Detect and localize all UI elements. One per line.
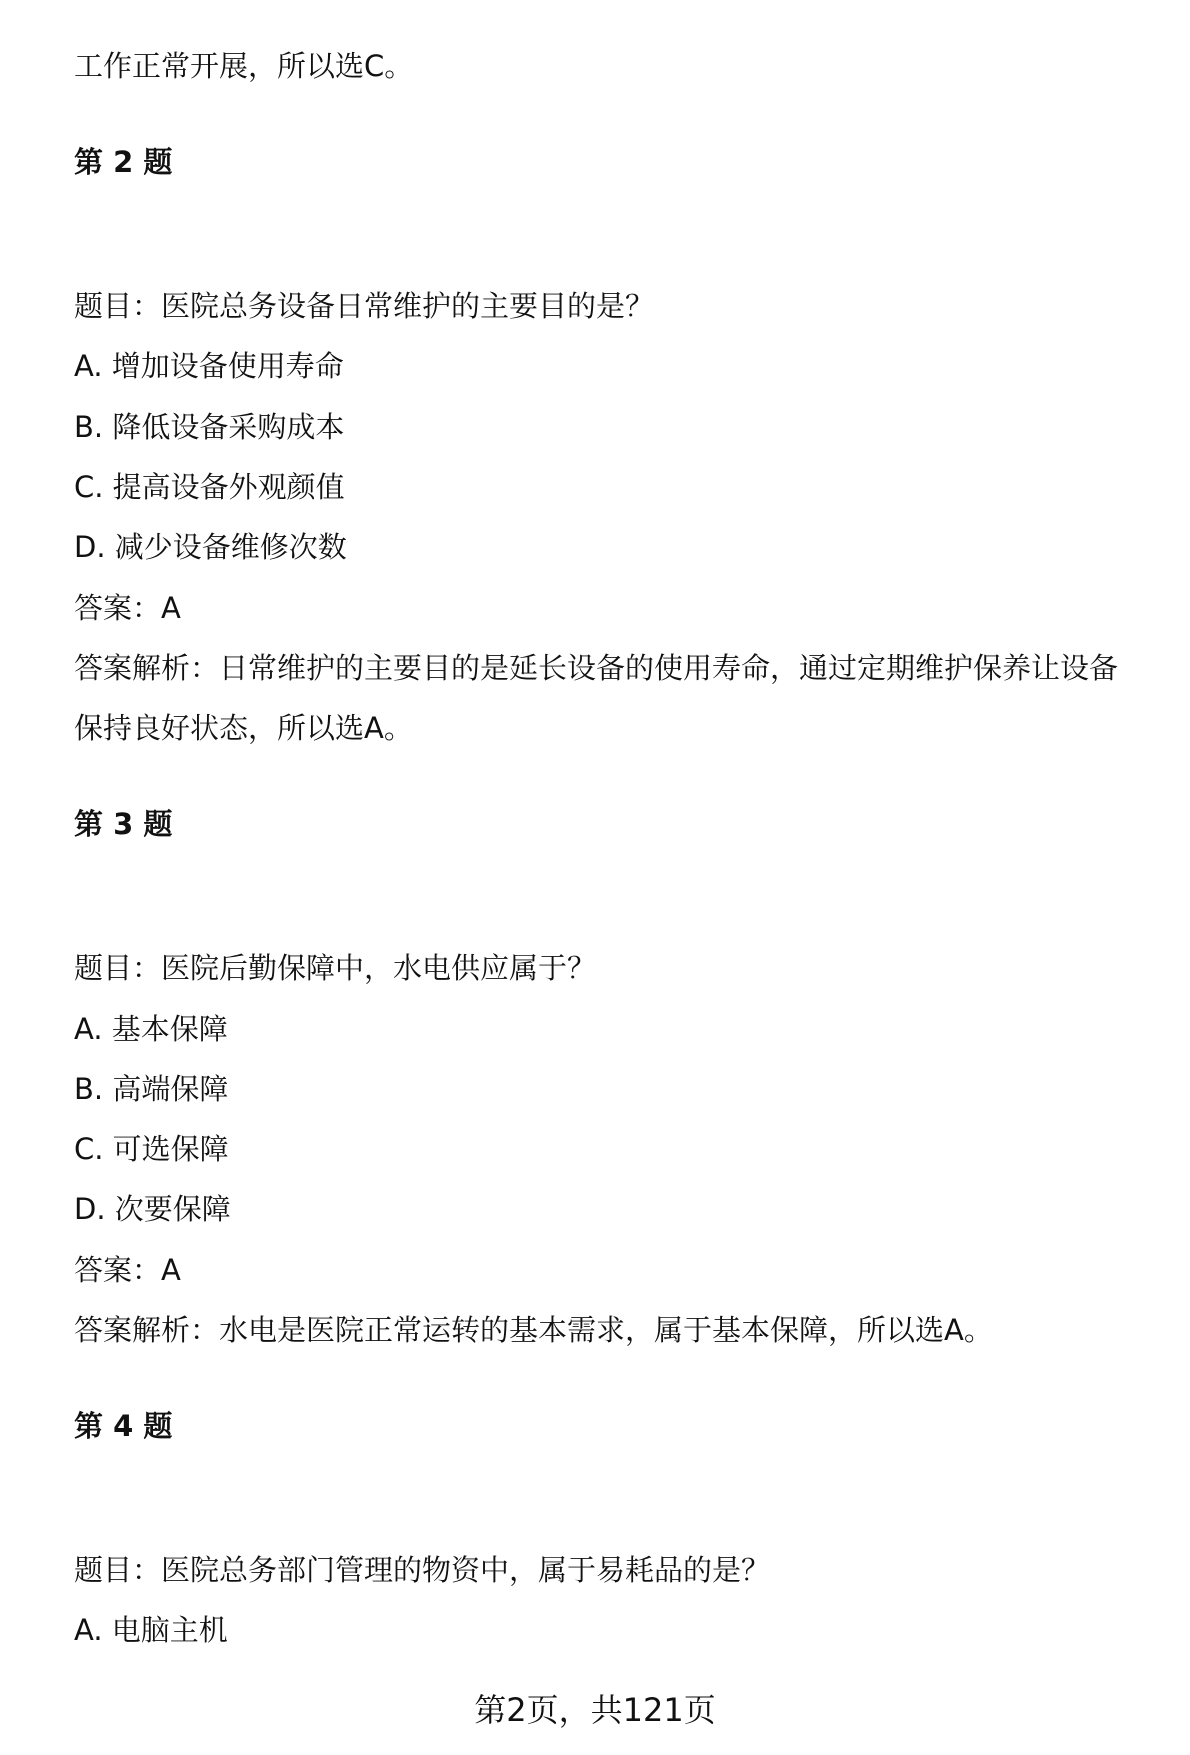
explanation-line-2: 保持良好状态，所以选A。 [74,711,413,745]
question-prompt: 题目：医院总务部门管理的物资中，属于易耗品的是？ [74,1553,771,1587]
option-a: A. 增加设备使用寿命 [74,349,344,383]
answer: 答案：A [74,1253,181,1287]
carryover-text: 工作正常开展，所以选C。 [74,49,414,83]
question-prompt: 题目：医院总务设备日常维护的主要目的是？ [74,289,655,323]
option-b: B. 降低设备采购成本 [74,410,345,444]
question-prompt: 题目：医院后勤保障中，水电供应属于？ [74,951,597,985]
option-a: A. 基本保障 [74,1012,228,1046]
question-heading: 第 3 题 [74,807,173,841]
answer: 答案：A [74,591,181,625]
explanation-line-1: 答案解析：水电是医院正常运转的基本需求，属于基本保障，所以选A。 [74,1313,993,1347]
option-b: B. 高端保障 [74,1072,229,1106]
explanation-line-1: 答案解析：日常维护的主要目的是延长设备的使用寿命，通过定期维护保养让设备 [74,651,1119,685]
option-d: D. 减少设备维修次数 [74,530,347,564]
page-indicator: 第2页，共121页 [474,1691,716,1729]
question-heading: 第 2 题 [74,145,173,179]
option-c: C. 可选保障 [74,1132,229,1166]
question-heading: 第 4 题 [74,1409,173,1443]
option-a: A. 电脑主机 [74,1613,228,1647]
option-d: D. 次要保障 [74,1192,231,1226]
option-c: C. 提高设备外观颜值 [74,470,345,504]
